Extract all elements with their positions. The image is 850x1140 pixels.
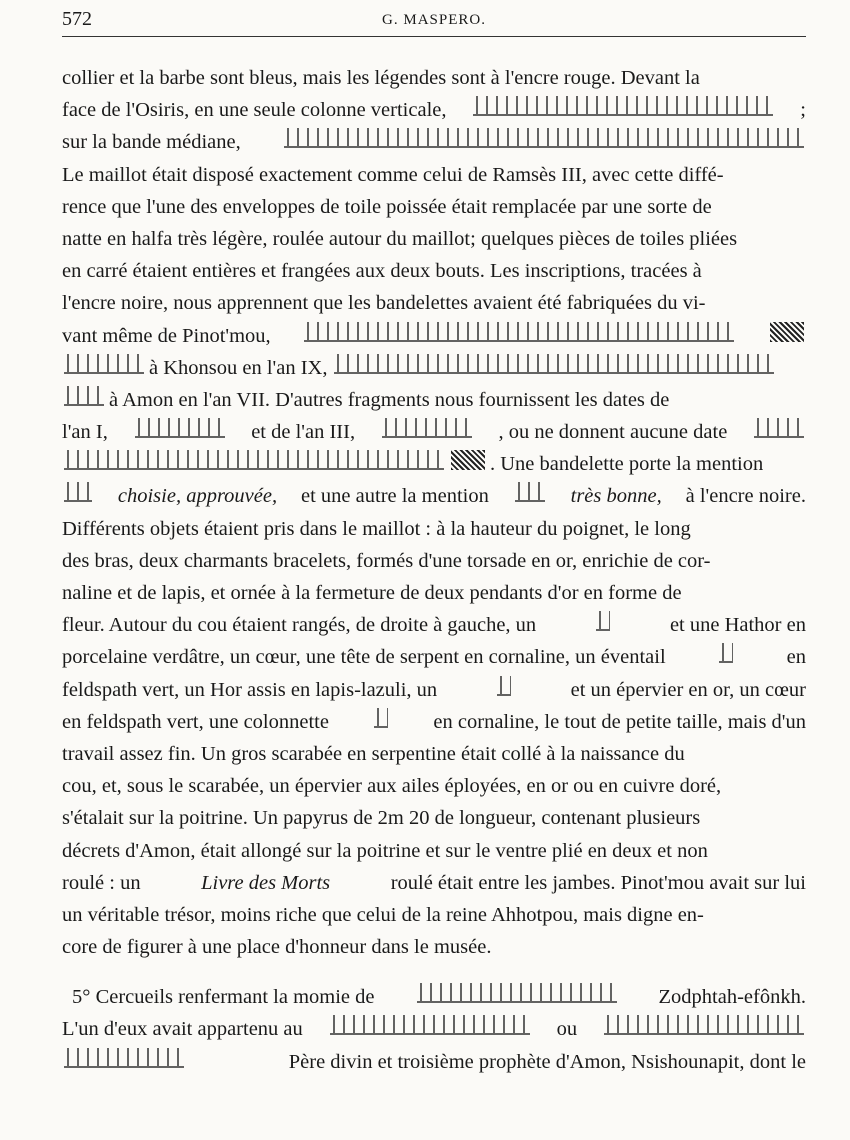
text-line: feldspath vert, un Hor assis en lapis-lazuli, un et un épervier en or, un cœur xyxy=(62,674,806,706)
text-line: un véritable trésor, moins riche que celui de la reine Ahhotpou, mais digne en- xyxy=(62,903,704,926)
text-line: cou, et, sous le scarabée, un épervier aux ailes éployées, en or ou en cuivre doré, xyxy=(62,775,722,798)
paragraph xyxy=(62,62,806,963)
hieroglyph-inscription xyxy=(382,418,472,438)
hieroglyph-inscription xyxy=(473,96,773,116)
page-header xyxy=(62,6,806,37)
text-line: porcelaine verdâtre, un cœur, une tête de serpent en cornaline, un éventail en xyxy=(62,641,806,673)
hieroglyph-inscription xyxy=(64,354,144,374)
text-line: l'an I, et de l'an III, , ou ne donnent aucune date xyxy=(62,416,806,448)
hieroglyph-inscription xyxy=(64,482,92,502)
text-line: Père divin et troisième prophète d'Amon, Nsishounapit, dont le xyxy=(62,1046,806,1078)
text-line: travail assez fin. Un gros scarabée en serpentine était collé à la naissance du xyxy=(62,742,685,765)
text-line: des bras, deux charmants bracelets, formés d'une torsade en or, enrichie de cor- xyxy=(62,549,711,572)
hieroglyph-inscription xyxy=(497,676,511,696)
hieroglyph-inscription xyxy=(374,708,388,728)
hieroglyph-inscription xyxy=(284,128,804,148)
hieroglyph-inscription xyxy=(135,418,225,438)
text-line: à Khonsou en l'an IX, xyxy=(62,352,806,384)
text-line: décrets d'Amon, était allongé sur la poitrine et sur le ventre plié en deux et non xyxy=(62,839,708,862)
hieroglyph-inscription xyxy=(334,354,774,374)
text-line: . Une bandelette porte la mention xyxy=(62,448,806,480)
text-line: l'encre noire, nous apprennent que les bandelettes avaient été fabriquées du vi- xyxy=(62,292,706,315)
hieroglyph-inscription xyxy=(64,450,444,470)
text-line: naline et de lapis, et ornée à la fermeture de deux pendants d'or en forme de xyxy=(62,582,682,604)
text-line: en carré étaient entières et frangées aux deux bouts. Les inscriptions, tracées à xyxy=(62,260,702,283)
hieroglyph-inscription xyxy=(330,1015,530,1035)
text-line: vant même de Pinot'mou, xyxy=(62,320,806,352)
paragraph xyxy=(62,981,806,1078)
hieroglyph-inscription xyxy=(719,643,733,663)
text-line: choisie, approuvée, et une autre la mention très bonne, à l'encre noire. xyxy=(62,480,806,512)
text-line: à Amon en l'an VII. D'autres fragments nous fournissent les dates de xyxy=(62,384,806,416)
text-line: fleur. Autour du cou étaient rangés, de droite à gauche, un et une Hathor en xyxy=(62,609,806,641)
text-line: natte en halfa très légère, roulée autour du maillot; quelques pièces de toiles pliées xyxy=(62,227,738,250)
text-line: core de figurer à une place d'honneur dans le musée. xyxy=(62,936,492,959)
body-text xyxy=(62,62,806,1078)
text-line: rence que l'une des enveloppes de toile poissée était remplacée par une sorte de xyxy=(62,195,712,218)
text-line: roulé : un Livre des Morts roulé était entre les jambes. Pinot'mou avait sur lui xyxy=(62,871,806,894)
lacuna-hatch xyxy=(451,450,485,470)
hieroglyph-inscription xyxy=(64,1048,184,1068)
text-line: Le maillot était disposé exactement comme celui de Ramsès III, avec cette diffé- xyxy=(62,163,724,186)
text-line: sur la bande médiane, xyxy=(62,126,806,158)
lacuna-hatch xyxy=(770,322,804,342)
text-line: 5° Cercueils renfermant la momie de Zodphtah-efônkh. xyxy=(62,981,806,1013)
text-line: en feldspath vert, une colonnette en cornaline, le tout de petite taille, mais d'un xyxy=(62,706,806,738)
text-line: Différents objets étaient pris dans le maillot : à la hauteur du poignet, le long xyxy=(62,517,691,540)
running-head: G. MASPERO. xyxy=(382,12,486,28)
hieroglyph-inscription xyxy=(304,322,734,342)
hieroglyph-inscription xyxy=(417,983,617,1003)
hieroglyph-inscription xyxy=(596,611,610,631)
hieroglyph-inscription xyxy=(64,386,104,406)
page-number: 572 xyxy=(62,8,92,30)
text-line: collier et la barbe sont bleus, mais les légendes sont à l'encre rouge. Devant la xyxy=(62,67,700,89)
hieroglyph-inscription xyxy=(515,482,545,502)
text-line: L'un d'eux avait appartenu au ou xyxy=(62,1013,806,1045)
text-line: face de l'Osiris, en une seule colonne verticale, ; xyxy=(62,94,806,126)
hieroglyph-inscription xyxy=(754,418,804,438)
hieroglyph-inscription xyxy=(604,1015,804,1035)
text-line: s'étalait sur la poitrine. Un papyrus de 2m 20 de longueur, contenant plusieurs xyxy=(62,807,701,830)
